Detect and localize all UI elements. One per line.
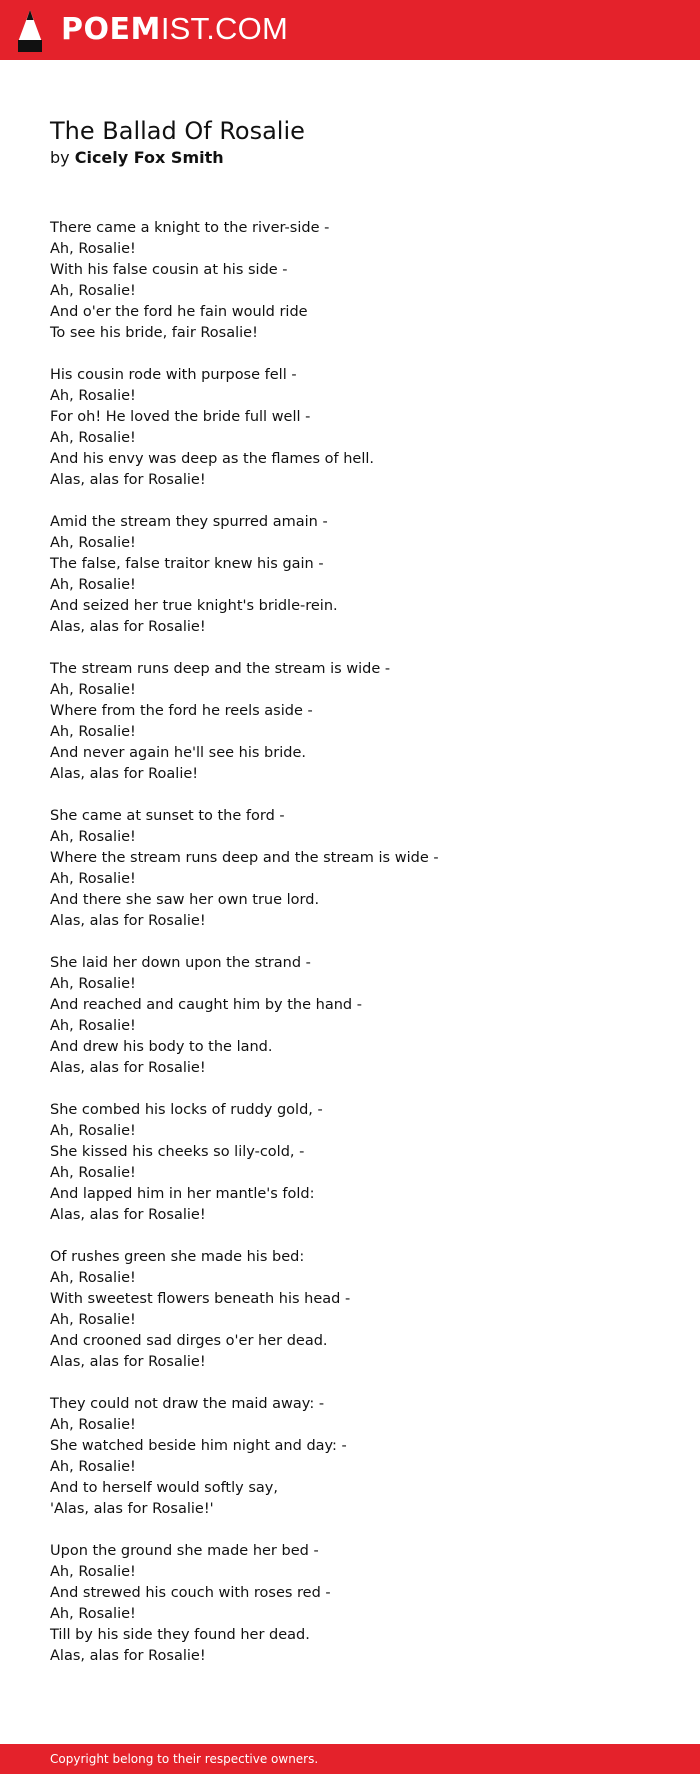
poem-line: The stream runs deep and the stream is wide - [50,661,391,677]
poem-line: Ah, Rosalie! [50,430,136,446]
poem-line: The false, false traitor knew his gain - [50,556,324,572]
pencil-tip-icon[interactable] [18,10,42,52]
logo-brand-strong: POEM [61,12,161,47]
poem-line: Ah, Rosalie! [50,1165,136,1181]
poem-line: Ah, Rosalie! [50,1459,136,1475]
poem-stanza [50,512,650,638]
poem-line: And his envy was deep as the flames of hell. [50,451,374,467]
poem-line: And reached and caught him by the hand - [50,997,362,1013]
site-footer [0,1744,700,1774]
poem-line: Ah, Rosalie! [50,829,136,845]
poem-line: His cousin rode with purpose fell - [50,367,297,383]
poem-line: Alas, alas for Rosalie! [50,1648,206,1664]
poem-line: Where from the ford he reels aside - [50,703,313,719]
poem-line: Alas, alas for Rosalie! [50,1354,206,1370]
poem-line: Ah, Rosalie! [50,535,136,551]
poem-title: The Ballad Of Rosalie [50,117,305,145]
poem-line: And crooned sad dirges o'er her dead. [50,1333,328,1349]
poem-line: To see his bride, fair Rosalie! [50,325,258,341]
poem-line: And there she saw her own true lord. [50,892,320,908]
poem-stanza [50,1541,650,1667]
poem-line: Ah, Rosalie! [50,241,136,257]
poem-line: Upon the ground she made her bed - [50,1543,319,1559]
poem-stanza [50,806,650,932]
poem-line: They could not draw the maid away: - [50,1396,325,1412]
poem-stanza [50,659,650,785]
poem-line: Ah, Rosalie! [50,283,136,299]
poem-line: With sweetest flowers beneath his head - [50,1291,351,1307]
poem-line: And lapped him in her mantle's fold: [50,1186,315,1202]
poem-line: Till by his side they found her dead. [50,1627,310,1643]
poem-line: Alas, alas for Rosalie! [50,913,206,929]
poem-line: Ah, Rosalie! [50,1564,136,1580]
poem-line: 'Alas, alas for Rosalie!' [50,1501,214,1517]
poem-line: Alas, alas for Rosalie! [50,1207,206,1223]
poem-line: She combed his locks of ruddy gold, - [50,1102,323,1118]
author-name: Cicely Fox Smith [74,148,224,167]
poem-line: And to herself would softly say, [50,1480,278,1496]
poem-line: Ah, Rosalie! [50,577,136,593]
poem-line: Of rushes green she made his bed: [50,1249,305,1265]
poem-line: For oh! He loved the bride full well - [50,409,311,425]
poem-line: Ah, Rosalie! [50,724,136,740]
poem-line: And o'er the ford he fain would ride [50,304,308,320]
poem-line: And seized her true knight's bridle-rein. [50,598,338,614]
poem-line: Alas, alas for Rosalie! [50,619,206,635]
poem-line: Ah, Rosalie! [50,1270,136,1286]
poem-stanza [50,218,650,344]
poem-stanza [50,953,650,1079]
poem-line: Ah, Rosalie! [50,1123,136,1139]
poem-line: Ah, Rosalie! [50,1018,136,1034]
logo-brand-light: IST.COM [160,11,288,46]
poem-line: She kissed his cheeks so lily-cold, - [50,1144,305,1160]
poem-body [50,218,650,1688]
poem-line: Amid the stream they spurred amain - [50,514,328,530]
poem-line: With his false cousin at his side - [50,262,288,278]
poem-line: Ah, Rosalie! [50,1606,136,1622]
poem-line: Ah, Rosalie! [50,871,136,887]
poem-line: And strewed his couch with roses red - [50,1585,331,1601]
poem-line: She came at sunset to the ford - [50,808,285,824]
poem-line: She laid her down upon the strand - [50,955,311,971]
poem-stanza [50,365,650,491]
by-label: by [50,148,70,167]
copyright-text: Copyright belong to their respective owners. [50,1752,319,1766]
site-header [0,0,700,60]
poem-line: Ah, Rosalie! [50,1312,136,1328]
poem-stanza [50,1247,650,1373]
site-logo-text[interactable] [61,9,288,49]
poem-line: Ah, Rosalie! [50,976,136,992]
poem-stanza [50,1100,650,1226]
poem-line: She watched beside him night and day: - [50,1438,347,1454]
poem-line: Where the stream runs deep and the stream is wide - [50,850,439,866]
poem-line: There came a knight to the river-side - [50,220,330,236]
poem-line: Alas, alas for Rosalie! [50,1060,206,1076]
poem-byline [50,146,224,170]
poem-line: And drew his body to the land. [50,1039,273,1055]
poem-line: Ah, Rosalie! [50,388,136,404]
poem-stanza [50,1394,650,1520]
poem-line: And never again he'll see his bride. [50,745,306,761]
poem-line: Ah, Rosalie! [50,1417,136,1433]
poem-line: Alas, alas for Roalie! [50,766,199,782]
poem-line: Ah, Rosalie! [50,682,136,698]
poem-line: Alas, alas for Rosalie! [50,472,206,488]
